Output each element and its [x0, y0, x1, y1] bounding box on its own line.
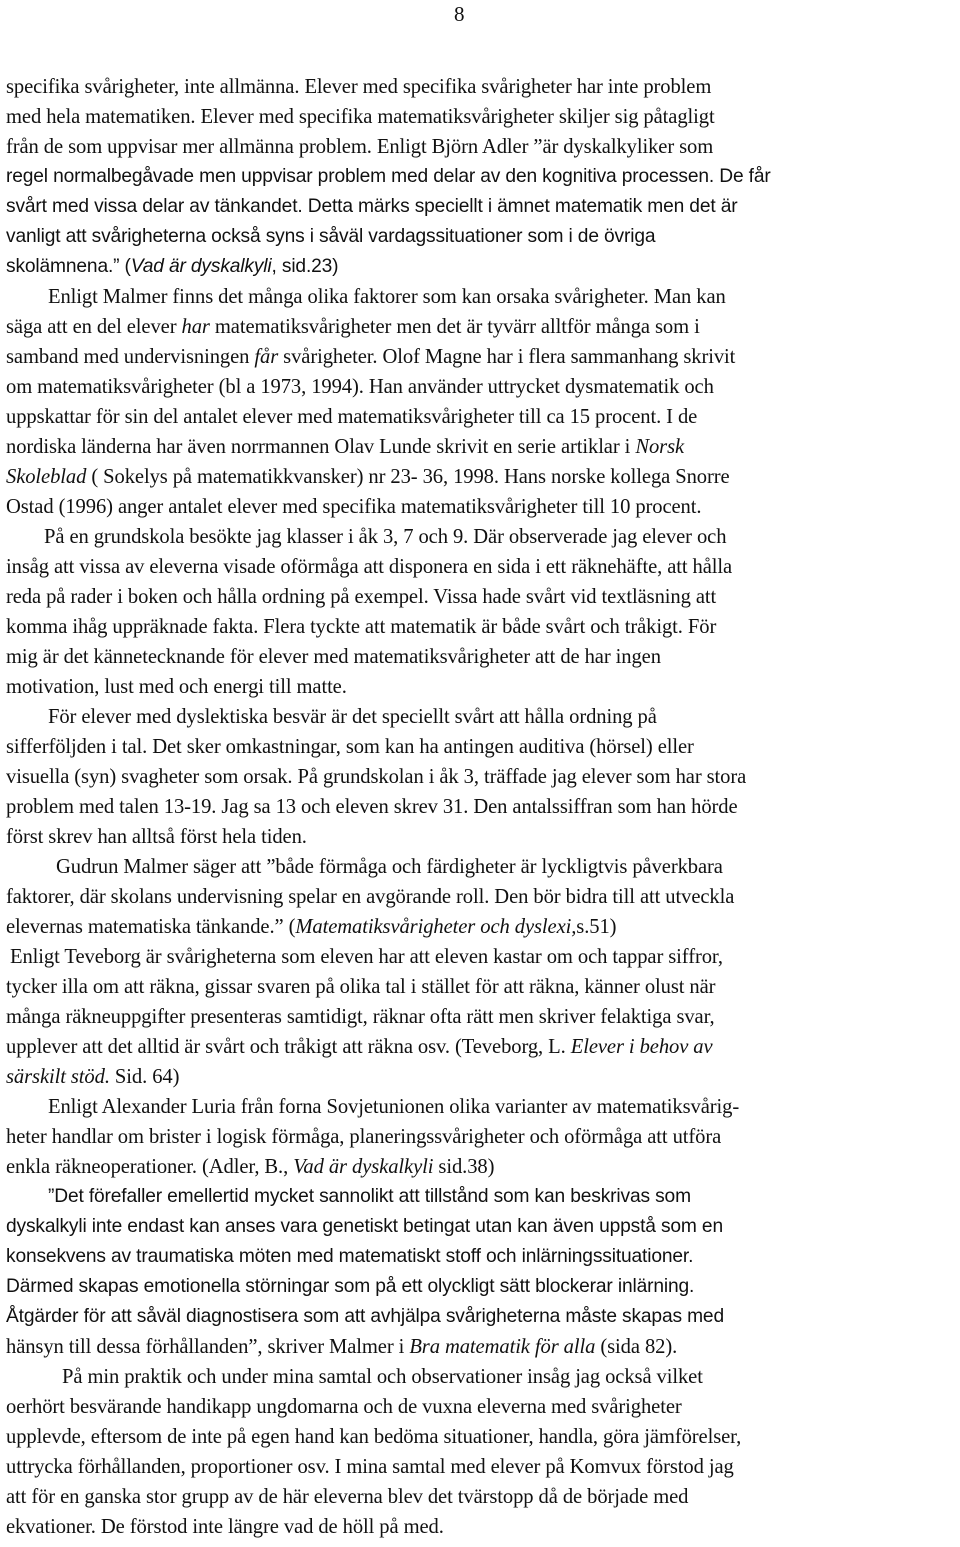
text-run: ekvationer. De förstod inte längre vad de höll på med.: [6, 1516, 444, 1538]
text-run: reda på rader i boken och hålla ordning på exempel. Vissa hade svårt vid textläsning att: [6, 586, 717, 608]
italic-text-run: Vad är dyskalkyli: [293, 1156, 434, 1178]
text-run: motivation, lust med och energi till matte.: [6, 676, 347, 698]
text-run: sid.38): [433, 1156, 495, 1178]
text-run: s.51): [576, 916, 617, 938]
text-run: skolämnena.” (: [6, 256, 131, 277]
text-run: Enligt Malmer finns det många olika faktorer som kan orsaka svårigheter. Man kan: [48, 286, 726, 308]
text-line: [6, 522, 946, 552]
text-line: [6, 132, 946, 162]
text-run: , sid.23): [271, 256, 339, 277]
text-line: [6, 732, 946, 762]
text-run: hänsyn till dessa förhållanden”, skriver Malmer i: [6, 1336, 410, 1358]
text-line: [6, 1242, 946, 1272]
text-line: [6, 942, 946, 972]
text-line: [6, 252, 946, 282]
text-run: sifferföljden i tal. Det sker omkastningar, som kan ha antingen auditiva (hörsel) eller: [6, 736, 694, 758]
text-line: [6, 432, 946, 462]
text-line: [6, 1422, 946, 1452]
page-body-text: [6, 72, 946, 1542]
text-run: insåg att vissa av eleverna visade oförmåga att disponera en sida i ett räknehäfte, att hålla: [6, 556, 733, 578]
text-line: [6, 1392, 946, 1422]
italic-text-run: Elever i behov av: [570, 1036, 713, 1058]
text-run: visuella (syn) svagheter som orsak. På grundskolan i åk 3, träffade jag elever som har stora: [6, 766, 747, 788]
text-line: [6, 222, 946, 252]
text-run: först skrev han alltså först hela tiden.: [6, 826, 307, 848]
text-run: (sida 82).: [595, 1336, 678, 1358]
text-run: uppskattar för sin del antalet elever med matematiksvårigheter till ca 15 procent. I de: [6, 406, 698, 428]
text-line: [6, 912, 946, 942]
text-line: [6, 192, 946, 222]
text-run: att för en ganska stor grupp av de här eleverna blev det tvärstopp då de började med: [6, 1486, 689, 1508]
text-line: [6, 402, 946, 432]
text-line: [6, 642, 946, 672]
text-run: specifika svårigheter, inte allmänna. Elever med specifika svårigheter har inte problem: [6, 76, 712, 98]
text-line: [6, 312, 946, 342]
text-line: [6, 1452, 946, 1482]
text-run: dyskalkyli inte endast kan anses vara genetiskt betingat utan kan även uppstå som en: [6, 1216, 723, 1237]
text-run: från de som uppvisar mer allmänna problem. Enligt Björn Adler ”är dyskalkyliker som: [6, 136, 714, 158]
text-line: [6, 1122, 946, 1152]
text-line: [6, 1032, 946, 1062]
italic-text-run: Skoleblad: [6, 466, 87, 488]
text-line: [6, 462, 946, 492]
text-line: [6, 1272, 946, 1302]
text-run: tycker illa om att räkna, gissar svaren på olika tal i stället för att räkna, känner olust när: [6, 976, 716, 998]
text-line: [6, 792, 946, 822]
text-line: [6, 1512, 946, 1542]
italic-text-run: Vad är dyskalkyli: [130, 256, 272, 277]
text-line: [6, 162, 946, 192]
italic-text-run: särskilt stöd.: [6, 1066, 110, 1088]
italic-text-run: får: [254, 346, 279, 368]
text-line: [6, 582, 946, 612]
text-run: matematiksvårigheter men det är tyvärr alltför många som i: [209, 316, 700, 338]
text-line: [6, 1152, 946, 1182]
text-line: [6, 1212, 946, 1242]
text-run: Sid. 64): [109, 1066, 180, 1088]
text-run: upplever att det alltid är svårt och tråkigt att räkna osv. (Teveborg, L.: [6, 1036, 571, 1058]
text-run: Enligt Teveborg är svårigheterna som eleven har att eleven kastar om och tappar siffror,: [10, 946, 723, 968]
text-line: [6, 102, 946, 132]
text-run: upplevde, eftersom de inte på egen hand kan bedöma situationer, handla, göra jämförelser,: [6, 1426, 742, 1448]
text-run: Åtgärder för att såväl diagnostisera som att avhjälpa svårigheterna måste skapas med: [6, 1306, 724, 1327]
text-line: [6, 762, 946, 792]
text-line: [6, 672, 946, 702]
text-line: [6, 1332, 946, 1362]
text-run: mig är det kännetecknande för elever med matematiksvårigheter att de har ingen: [6, 646, 661, 668]
text-run: många räkneuppgifter presenteras samtidigt, räknar ofta rätt men skriver felaktiga svar,: [6, 1006, 715, 1028]
text-line: [6, 342, 946, 372]
text-run: svårigheter. Olof Magne har i flera sammanhang skrivit: [278, 346, 736, 368]
text-run: Enligt Alexander Luria från forna Sovjetunionen olika varianter av matematiksvårig-: [48, 1096, 740, 1118]
italic-text-run: Norsk: [635, 436, 685, 458]
text-line: [6, 702, 946, 732]
text-line: [6, 1182, 946, 1212]
italic-text-run: har: [181, 316, 210, 338]
text-line: [6, 882, 946, 912]
text-run: heter handlar om brister i logisk förmåga, planeringssvårigheter och oförmåga att utföra: [6, 1126, 722, 1148]
text-run: ( Sokelys på matematikkvansker) nr 23- 36, 1998. Hans norske kollega Snorre: [86, 466, 730, 488]
text-run: vanligt att svårigheterna också syns i såväl vardagssituationer som i de övriga: [6, 226, 656, 247]
text-run: För elever med dyslektiska besvär är det speciellt svårt att hålla ordning på: [48, 706, 657, 728]
text-run: faktorer, där skolans undervisning spelar en avgörande roll. Den bör bidra till att utveckla: [6, 886, 735, 908]
text-run: enkla räkneoperationer. (Adler, B.,: [6, 1156, 294, 1178]
text-run: På en grundskola besökte jag klasser i åk 3, 7 och 9. Där observerade jag elever och: [44, 526, 727, 548]
text-run: På min praktik och under mina samtal och observationer insåg jag också vilket: [62, 1366, 703, 1388]
text-line: [6, 1302, 946, 1332]
text-run: om matematiksvårigheter (bl a 1973, 1994). Han använder uttrycket dysmatematik och: [6, 376, 714, 398]
text-line: [6, 372, 946, 402]
text-line: [6, 72, 946, 102]
italic-text-run: Bra matematik för alla: [409, 1336, 596, 1358]
text-line: [6, 972, 946, 1002]
italic-text-run: Matematiksvårigheter och dyslexi,: [295, 916, 577, 938]
text-line: [6, 1482, 946, 1512]
text-run: ”Det förefaller emellertid mycket sannolikt att tillstånd som kan beskrivas som: [48, 1186, 691, 1207]
text-run: svårt med vissa delar av tänkandet. Detta märks speciellt i ämnet matematik men det är: [6, 196, 738, 217]
text-run: regel normalbegåvade men uppvisar problem med delar av den kognitiva processen. De får: [6, 166, 771, 187]
text-run: oerhört besvärande handikapp ungdomarna och de vuxna eleverna med svårigheter: [6, 1396, 682, 1418]
text-line: [6, 552, 946, 582]
text-run: samband med undervisningen: [6, 346, 255, 368]
text-run: Därmed skapas emotionella störningar som på ett olyckligt sätt blockerar inlärning.: [6, 1276, 695, 1297]
text-line: [6, 1062, 946, 1092]
text-run: med hela matematiken. Elever med specifika matematiksvårigheter skiljer sig påtagligt: [6, 106, 715, 128]
text-run: uttrycka förhållanden, proportioner osv. I mina samtal med elever på Komvux förstod jag: [6, 1456, 734, 1478]
text-line: [6, 282, 946, 312]
text-line: [6, 1092, 946, 1122]
text-run: säga att en del elever: [6, 316, 182, 338]
text-run: elevernas matematiska tänkande.” (: [6, 916, 296, 938]
text-line: [6, 852, 946, 882]
text-run: nordiska länderna har även norrmannen Olav Lunde skrivit en serie artiklar i: [6, 436, 636, 458]
text-run: konsekvens av traumatiska möten med matematiskt stoff och inlärningssituationer.: [6, 1246, 694, 1267]
text-line: [6, 1002, 946, 1032]
text-line: [6, 612, 946, 642]
page-number: 8: [454, 2, 465, 26]
text-run: Gudrun Malmer säger att ”både förmåga och färdigheter är lyckligtvis påverkbara: [56, 856, 723, 878]
text-run: problem med talen 13-19. Jag sa 13 och eleven skrev 31. Den antalssiffran som han hörde: [6, 796, 738, 818]
text-run: komma ihåg uppräknade fakta. Flera tyckte att matematik är både svårt och tråkigt. För: [6, 616, 717, 638]
text-run: Ostad (1996) anger antalet elever med specifika matematiksvårigheter till 10 procent.: [6, 496, 702, 518]
text-line: [6, 1362, 946, 1392]
text-line: [6, 492, 946, 522]
text-line: [6, 822, 946, 852]
